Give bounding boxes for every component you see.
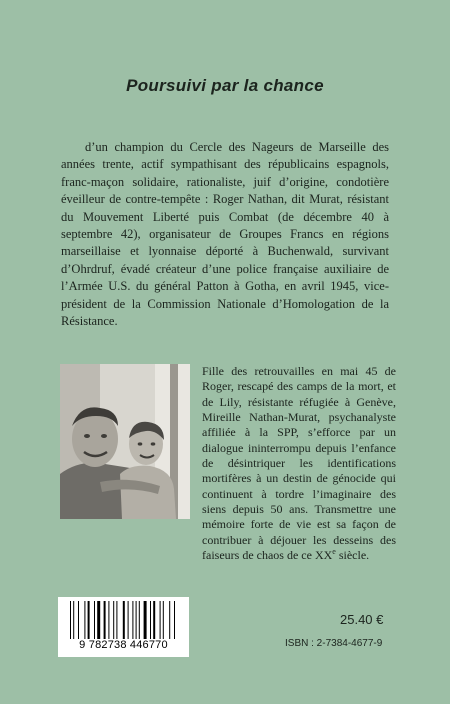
- barcode-bar: [70, 601, 71, 639]
- barcode-bar: [108, 601, 109, 639]
- barcode-bar: [104, 601, 106, 639]
- barcode-bar: [88, 601, 90, 639]
- barcode-bar: [136, 601, 137, 639]
- barcode-bar: [78, 601, 79, 639]
- barcode-bar: [153, 601, 155, 639]
- barcode-bar: [73, 601, 74, 639]
- barcode-digits: 9 782738 446770: [79, 639, 168, 651]
- price-label: 25.40 €: [340, 612, 384, 627]
- barcode-bar: [84, 601, 85, 639]
- barcode-bars: [70, 601, 177, 639]
- barcode-bar: [174, 601, 175, 639]
- barcode-bar: [169, 601, 170, 639]
- barcode: [58, 597, 189, 657]
- barcode-bar: [150, 601, 151, 639]
- barcode-bar: [123, 601, 125, 639]
- barcode-bar: [97, 601, 100, 639]
- barcode-bar: [139, 601, 140, 639]
- main-paragraph: d’un champion du Cercle des Nageurs de Marseille des années trente, actif sympathisant des républicains espagnols, franc-maçon solidaire, rationaliste, juif d’origine, condotière éveilleur de contre-tempête : Roger Nathan, dit Murat, résistant du Mouvement Liberté puis Combat (de décembre 40 à septembre 42), organisateur de Groupes Francs en régions marseillaise et lyonnaise déporté à Buchenwald, survivant d’Ohrdruf, évadé créateur d’une police française auxiliaire de l’Armée U.S. du général Patton à Gotha, en avril 1945, vice-président de la Commission Nationale d’Homologation de la Résistance.: [61, 140, 389, 329]
- barcode-bar: [163, 601, 164, 639]
- book-title: Poursuivi par la chance: [126, 76, 324, 95]
- barcode-bar: [116, 601, 117, 639]
- author-photo: [60, 364, 190, 519]
- barcode-bar: [128, 601, 129, 639]
- barcode-bar: [94, 601, 95, 639]
- barcode-bar: [144, 601, 147, 639]
- barcode-bar: [113, 601, 114, 639]
- barcode-bar: [160, 601, 161, 639]
- barcode-bar: [132, 601, 133, 639]
- isbn-label: ISBN : 2-7384-4677-9: [285, 638, 383, 649]
- author-bio: Fille des retrouvailles en mai 45 de Roger, rescapé des camps de la mort, et de Lily, résistante réfugiée à Genève, Mireille Nathan-Murat, psychanalyste affiliée à la SPP, s’efforce par un dialogue ininterrompu depuis l’enfance de désintriquer les identifications mortifères à un destin de génocide qui continuent à tordre l’imaginaire des siens depuis 50 ans. Transmettre une mémoire forte de vie est sa façon de contribuer à déjouer les desseins des faiseurs de chaos de ce XXe siècle.: [202, 364, 396, 563]
